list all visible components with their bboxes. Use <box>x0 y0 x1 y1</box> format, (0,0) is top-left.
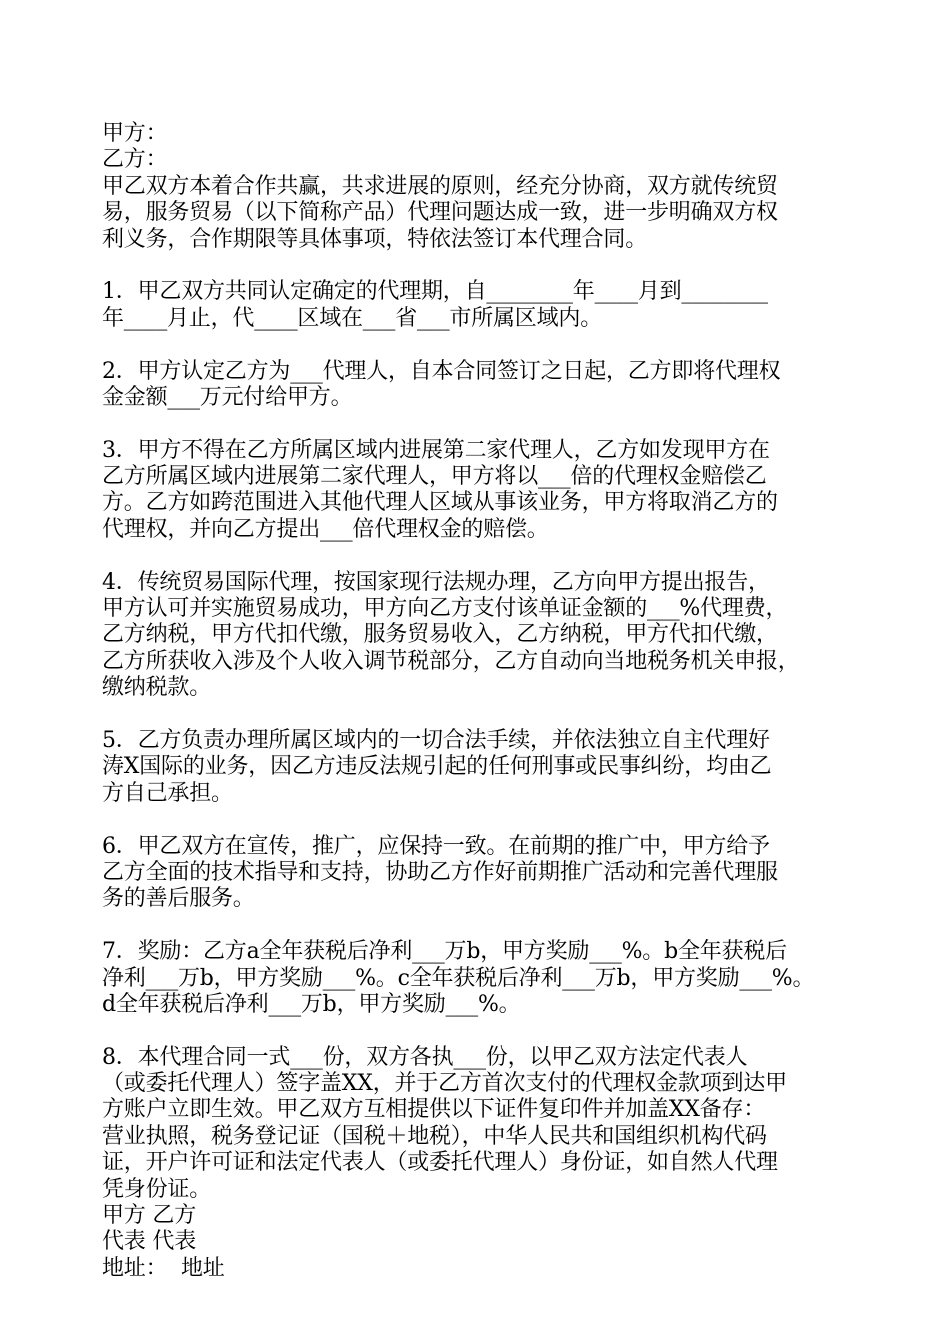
paragraph-gap <box>102 702 872 728</box>
signature-block <box>102 1203 872 1282</box>
paragraph-gap <box>102 332 872 358</box>
signature-parties: 甲方 乙方 <box>102 1203 196 1229</box>
intro-line: 易，服务贸易（以下简称产品）代理问题达成一致，进一步明确双方权 <box>102 200 778 226</box>
clause-8 <box>102 1045 872 1203</box>
clause-line: 方账户立即生效。甲乙双方互相提供以下证件复印件并加盖XX备存： <box>102 1097 766 1123</box>
clause-2 <box>102 359 872 412</box>
clause-line: 乙方所获收入涉及个人收入调节税部分，乙方自动向当地税务机关申报， <box>102 648 800 674</box>
clause-6 <box>102 834 872 913</box>
clause-line: 2．甲方认定乙方为___代理人，自本合同签订之日起，乙方即将代理权 <box>102 358 781 384</box>
clause-line: 净利___万b，甲方奖励___%。c全年获税后净利___万b，甲方奖励___%。 <box>102 965 815 991</box>
signature-addresses: 地址： 地址 <box>102 1255 225 1281</box>
intro-paragraph <box>102 174 872 253</box>
clause-line: 1．甲乙双方共同认定确定的代理期，自________年____月到________ <box>102 279 768 305</box>
clause-line: 方自己承担。 <box>102 780 233 806</box>
clause-line: 4．传统贸易国际代理，按国家现行法规办理，乙方向甲方提出报告， <box>102 569 770 595</box>
paragraph-gap <box>102 807 872 833</box>
clause-line: 凭身份证。 <box>102 1176 212 1202</box>
clause-line: 乙方全面的技术指导和支持，协助乙方作好前期推广活动和完善代理服 <box>102 859 778 885</box>
contract-document <box>102 121 872 1282</box>
paragraph-gap <box>102 411 872 437</box>
intro-line: 甲乙双方本着合作共赢，共求进展的原则，经充分协商，双方就传统贸 <box>102 173 778 199</box>
clause-line: 乙方所属区域内进展第二家代理人，甲方将以___倍的代理权金赔偿乙 <box>102 464 767 490</box>
clause-7 <box>102 939 872 1018</box>
clause-line: 务的善后服务。 <box>102 886 255 912</box>
clause-line: 证，开户许可证和法定代表人（或委托代理人）身份证，如自然人代理 <box>102 1150 778 1176</box>
clause-3 <box>102 438 872 544</box>
clause-line: 营业执照，税务登记证（国税＋地税），中华人民共和国组织机构代码 <box>102 1123 767 1149</box>
clause-line: 6．甲乙双方在宣传，推广，应保持一致。在前期的推广中，甲方给予 <box>102 833 770 859</box>
intro-line: 利义务，合作期限等具体事项，特依法签订本代理合同。 <box>102 226 648 252</box>
clause-line: 涛X国际的业务，因乙方违反法规引起的任何刑事或民事纠纷，均由乙 <box>102 754 772 780</box>
clause-line: 年____月止，代____区域在___省___市所属区域内。 <box>102 305 603 331</box>
clause-line: 代理权，并向乙方提出___倍代理权金的赔偿。 <box>102 516 549 542</box>
clause-line: 金金额___万元付给甲方。 <box>102 384 353 410</box>
clause-line: 3．甲方不得在乙方所属区域内进展第二家代理人，乙方如发现甲方在 <box>102 437 770 463</box>
paragraph-gap <box>102 1018 872 1044</box>
signature-representatives: 代表 代表 <box>102 1229 196 1255</box>
clause-line: （或委托代理人）签字盖XX，并于乙方首次支付的代理权金款项到达甲 <box>102 1071 787 1097</box>
paragraph-gap <box>102 913 872 939</box>
clause-line: d全年获税后净利___万b，甲方奖励___%。 <box>102 991 521 1017</box>
party-a-label: 甲方： <box>102 121 168 146</box>
clause-line: 7．奖励：乙方a全年获税后净利___万b，甲方奖励___%。b全年获税后 <box>102 939 787 965</box>
clause-line: 乙方纳税，甲方代扣代缴，服务贸易收入，乙方纳税，甲方代扣代缴， <box>102 622 778 648</box>
paragraph-gap <box>102 253 872 279</box>
clause-line: 方。乙方如跨范围进入其他代理人区域从事该业务，甲方将取消乙方的 <box>102 490 778 516</box>
clause-line: 5．乙方负责办理所属区域内的一切合法手续，并依法独立自主代理好 <box>102 727 770 753</box>
clause-line: 8．本代理合同一式___份，双方各执___份，以甲乙双方法定代表人 <box>102 1044 748 1070</box>
clause-4 <box>102 570 872 702</box>
party-b-label: 乙方： <box>102 147 168 173</box>
clause-line: 甲方认可并实施贸易成功，甲方向乙方支付该单证金额的___%代理费， <box>102 596 788 622</box>
clause-line: 缴纳税款。 <box>102 675 212 701</box>
clause-1 <box>102 279 872 332</box>
clause-5 <box>102 728 872 807</box>
paragraph-gap <box>102 543 872 569</box>
